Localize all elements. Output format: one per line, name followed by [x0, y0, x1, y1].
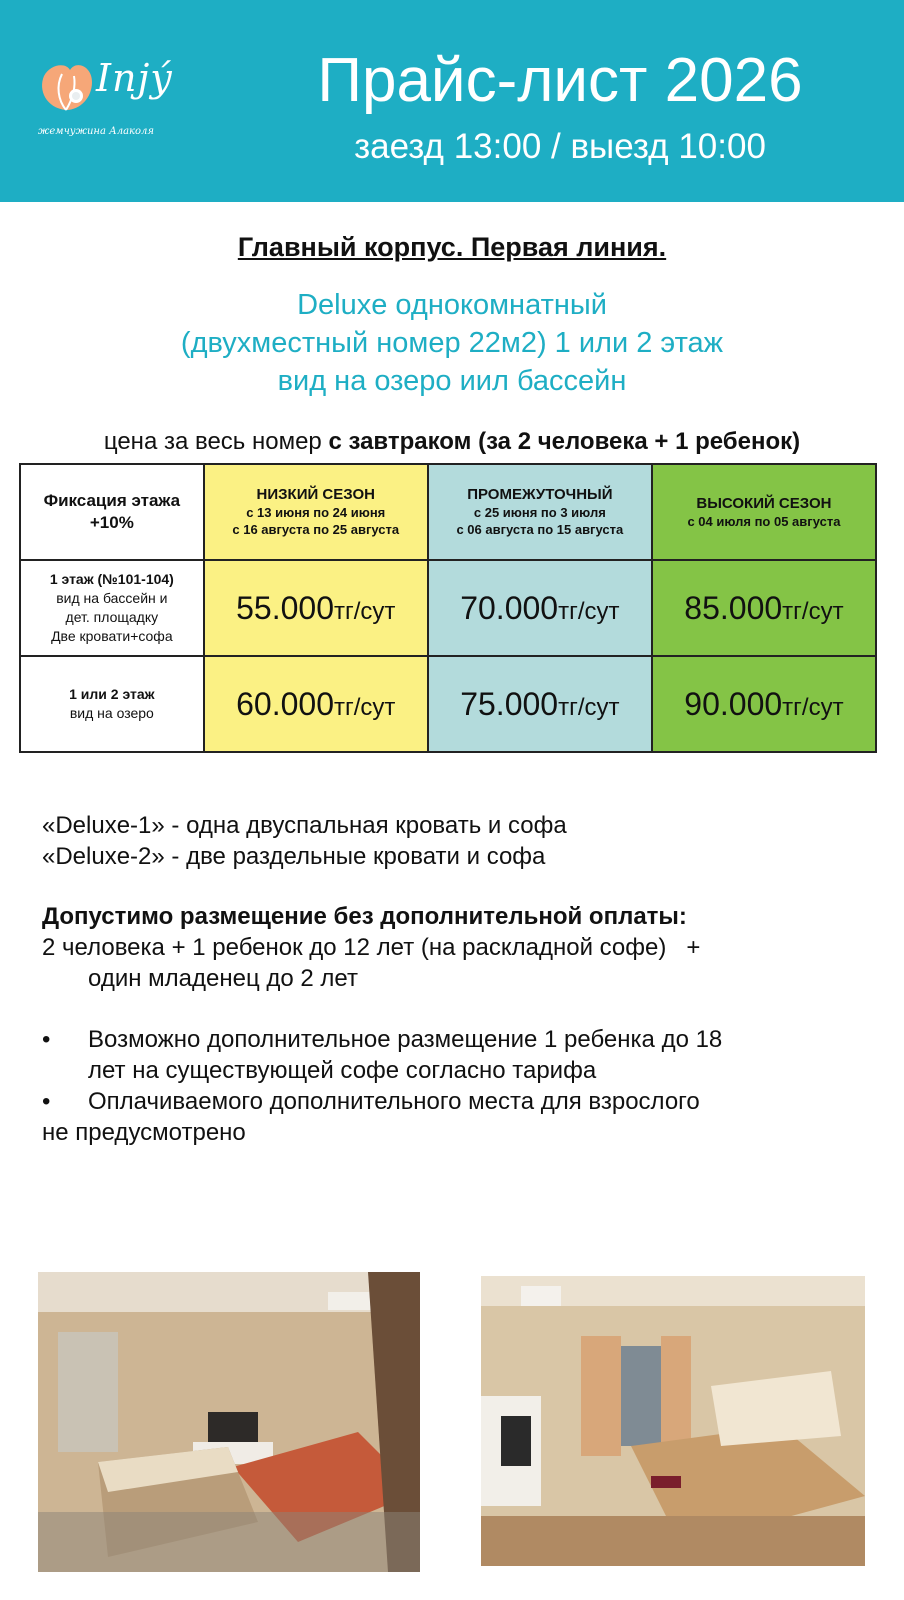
- price-unit: тг/сут: [782, 597, 844, 625]
- section-title: Главный корпус. Первая линия.: [237, 232, 667, 262]
- season-name: ПРОМЕЖУТОЧНЫЙ: [467, 486, 613, 503]
- room-title-line-1: Deluxe однокомнатный: [297, 289, 607, 321]
- price-value: 55.000: [236, 589, 334, 626]
- room-title-line-2: (двухместный номер 22м2) 1 или 2 этаж: [180, 327, 724, 359]
- room-type-heading: [0, 286, 904, 400]
- price-unit: тг/сут: [558, 693, 620, 721]
- season-dates: с 06 августа по 15 августа: [456, 522, 624, 537]
- logo-wordmark: Injý: [96, 56, 173, 100]
- price-value: 60.000: [236, 685, 334, 722]
- bullet-dot-icon: •: [42, 1088, 51, 1115]
- bullet-text: Возможно дополнительное размещение 1 ребенка до 18: [88, 1026, 723, 1053]
- checkin-checkout-times: заезд 13:00 / выезд 10:00: [354, 127, 766, 166]
- price-value: 75.000: [460, 685, 559, 722]
- room-title-line-3: вид на озеро иил бассейн: [277, 365, 627, 397]
- allowed-line-1: 2 человека + 1 ребенок до 12 лет (на раскладной софе) +: [42, 934, 701, 961]
- page-title: Прайс-лист 2026: [317, 46, 803, 115]
- season-name: НИЗКИЙ СЕЗОН: [256, 486, 375, 503]
- floor-fix-surcharge: +10%: [89, 513, 134, 532]
- price-cell: [428, 656, 652, 752]
- bullet-text: лет на существующей софе согласно тарифа: [88, 1057, 597, 1084]
- allowed-heading: Допустимо размещение без дополнительной оплаты:: [42, 903, 687, 930]
- logo-tagline: жемчужина Алаколя: [38, 126, 155, 137]
- room-photo-2: [481, 1276, 865, 1566]
- price-cell: [204, 560, 428, 656]
- table-row: [20, 560, 876, 656]
- price-unit: тг/сут: [782, 693, 844, 721]
- season-name: ВЫСОКИЙ СЕЗОН: [696, 494, 832, 512]
- bullet-item: [42, 1024, 842, 1086]
- season-header-high: [652, 464, 876, 560]
- row-subtitle: дет. площадку: [65, 609, 159, 625]
- allowed-line-2: один младенец до 2 лет: [88, 965, 358, 992]
- room-photo-2-image: [481, 1276, 865, 1566]
- row-title: 1 или 2 этаж: [69, 686, 155, 702]
- price-unit: тг/сут: [558, 597, 620, 625]
- hotel-logo: [36, 52, 186, 142]
- header-banner: [0, 0, 904, 202]
- price-cell: [652, 656, 876, 752]
- floor-fix-header: [20, 464, 204, 560]
- season-header-mid: [428, 464, 652, 560]
- price-note-bold: с завтраком (за 2 человека + 1 ребенок): [328, 428, 801, 455]
- price-value: 85.000: [684, 589, 783, 626]
- deluxe-1-description: «Deluxe-1» - одна двуспальная кровать и софа: [42, 812, 567, 839]
- price-table: [19, 463, 877, 753]
- row-label: [20, 656, 204, 752]
- price-value: 90.000: [684, 685, 783, 722]
- price-unit: тг/сут: [333, 693, 396, 721]
- price-unit: тг/сут: [333, 597, 396, 625]
- price-cell: [652, 560, 876, 656]
- table-row: [20, 656, 876, 752]
- price-note-prefix: цена за весь номер: [103, 428, 329, 455]
- room-photo-1: [38, 1272, 420, 1572]
- price-value: 70.000: [460, 589, 559, 626]
- room-photo-1-image: [38, 1272, 420, 1572]
- season-dates: с 13 июня по 24 июня: [246, 505, 386, 520]
- shell-icon: [36, 60, 96, 116]
- bullet-continuation: не предусмотрено: [42, 1119, 246, 1146]
- bullet-dot-icon: •: [42, 1026, 51, 1053]
- price-cell: [204, 656, 428, 752]
- table-header-row: [20, 464, 876, 560]
- floor-fix-label: Фиксация этажа: [43, 491, 181, 510]
- row-label: [20, 560, 204, 656]
- row-subtitle: Две кровати+софа: [51, 628, 173, 644]
- row-subtitle: вид на бассейн и: [56, 590, 168, 606]
- row-title: 1 этаж (№101-104): [49, 571, 174, 587]
- deluxe-2-description: «Deluxe-2» - две раздельные кровати и софа: [42, 843, 546, 870]
- bullet-item: [42, 1086, 842, 1117]
- row-subtitle: вид на озеро: [69, 705, 154, 721]
- price-cell: [428, 560, 652, 656]
- season-dates: с 16 августа по 25 августа: [232, 522, 400, 537]
- bullet-text: Оплачиваемого дополнительного места для взрослого: [88, 1088, 700, 1115]
- season-dates: с 25 июня по 3 июля: [473, 505, 606, 520]
- price-note: [0, 428, 904, 456]
- notes-section: [42, 810, 842, 1148]
- season-dates: с 04 июля по 05 августа: [687, 513, 841, 529]
- season-header-low: [204, 464, 428, 560]
